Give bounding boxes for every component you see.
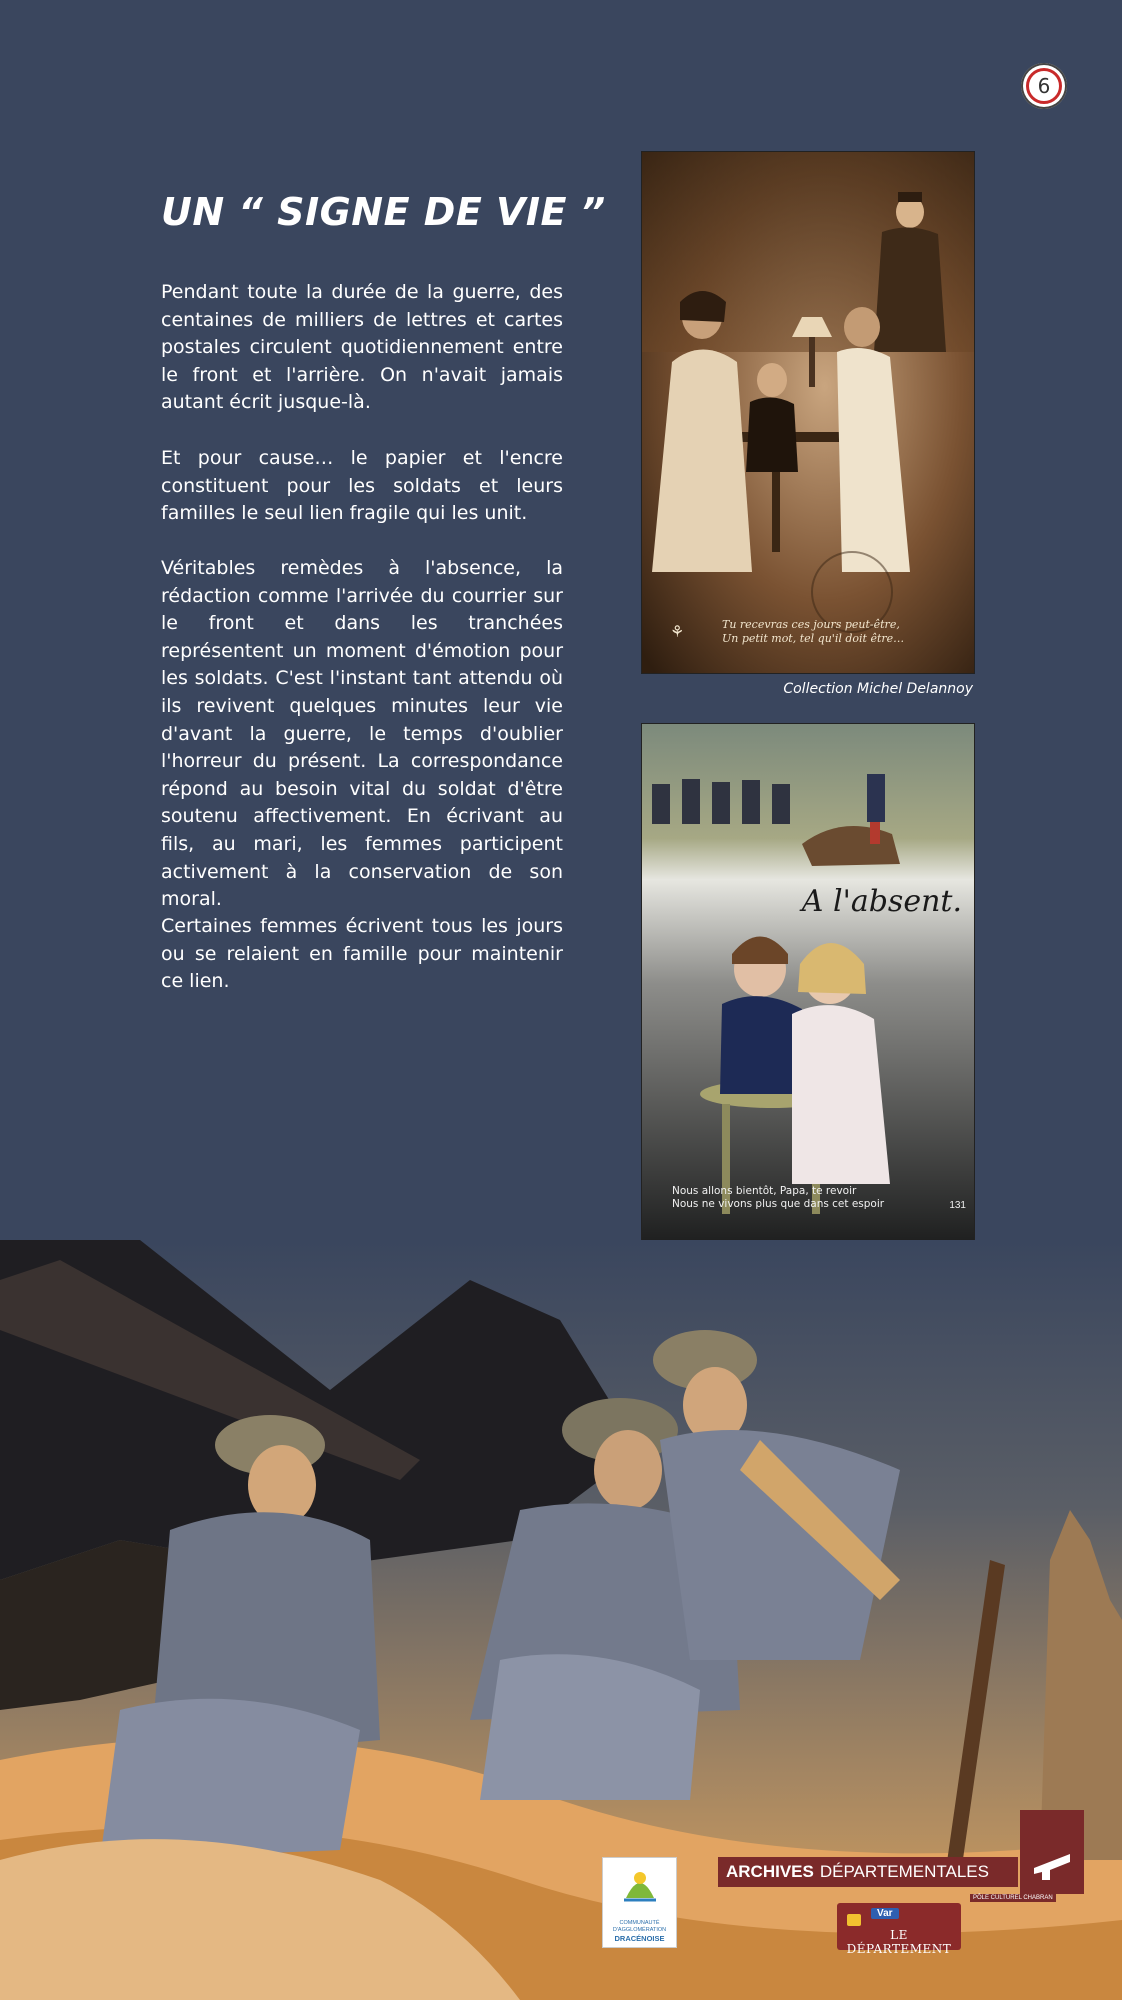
departement-logo: [837, 1903, 961, 1956]
var-badge: Var: [871, 1908, 899, 1919]
archives-emblem: [1020, 1810, 1084, 1894]
postcard-1-inscription-line-1: Tu recevras ces jours peut-être,: [722, 618, 900, 631]
postcard-2-inscription-line-1: Nous allons bientôt, Papa, te revoir: [672, 1185, 857, 1197]
sepia-family-image: [642, 152, 974, 673]
paragraph-4: Certaines femmes écrivent tous les jours ou se relaient en famille pour maintenir ce lien.: [161, 915, 563, 993]
postcard-photo-family: [641, 151, 975, 674]
agglo-line-3: DRACÉNOISE: [614, 1934, 665, 1943]
paragraph-1: Pendant toute la durée de la guerre, des centaines de milliers de lettres et cartes postales circulent quotidiennement entre le front et l'arrière. On n'avait jamais autant écrit jusque-là.: [161, 281, 563, 414]
postcard-1-inscription: [722, 618, 904, 646]
postcard-1-caption: Collection Michel Delannoy: [783, 681, 973, 697]
agglo-line-2: D'AGGLOMÉRATION: [612, 1927, 667, 1933]
archives-rest: DÉPARTEMENTALES: [819, 1862, 989, 1881]
pole-culturel: PÔLE CULTUREL CHABRAN: [970, 1894, 1056, 1902]
page-number: 6: [1037, 74, 1051, 98]
var-sun-icon: [847, 1914, 861, 1926]
paragraph-2: Et pour cause… le papier et l'encre constituent pour les soldats et leurs familles le seul lien fragile qui les unit.: [161, 447, 563, 525]
colorized-children-image: [642, 724, 974, 1243]
agglo-logo: [602, 1857, 677, 1948]
page-title: UN “ SIGNE DE VIE ”: [161, 190, 606, 234]
agglo-line-1: COMMUNAUTÉ: [619, 1920, 660, 1926]
departement-label: LE DÉPARTEMENT: [846, 1928, 952, 1956]
postcard-2-heading: A l'absent.: [801, 884, 962, 919]
postcard-2-inscription-line-2: Nous ne vivons plus que dans cet espoir: [672, 1198, 885, 1210]
paragraph-3: Véritables remèdes à l'absence, la rédaction comme l'arrivée du courrier sur le front et dans les tranchées représentent un moment d'émotion pour les soldats. C'est l'instant tant attendu où ils revivent quelques minutes leur vie d'avant la guerre, le temps d'oublier l'horreur du présent. La correspondance répond au besoin vital du soldat d'être soutenu affectivement. En écrivant au fils, au mari, les femmes participent activement à la conservation de son moral.: [161, 557, 563, 911]
postcard-2-number: 131: [949, 1200, 966, 1211]
archives-bold: ARCHIVES: [726, 1862, 814, 1881]
archives-building-icon: [1020, 1810, 1084, 1894]
postcard-photo-children: [641, 723, 975, 1244]
postcard-1-inscription-line-2: Un petit mot, tel qu'il doit être…: [722, 632, 905, 645]
postcard-monogram: ⚘: [670, 622, 685, 641]
page-number-badge: [1021, 63, 1067, 109]
agglo-emblem-icon: [620, 1864, 660, 1902]
postcard-2-inscription: [672, 1185, 884, 1211]
partner-logos: [600, 1810, 1122, 2000]
archives-banner: [718, 1857, 1018, 1887]
